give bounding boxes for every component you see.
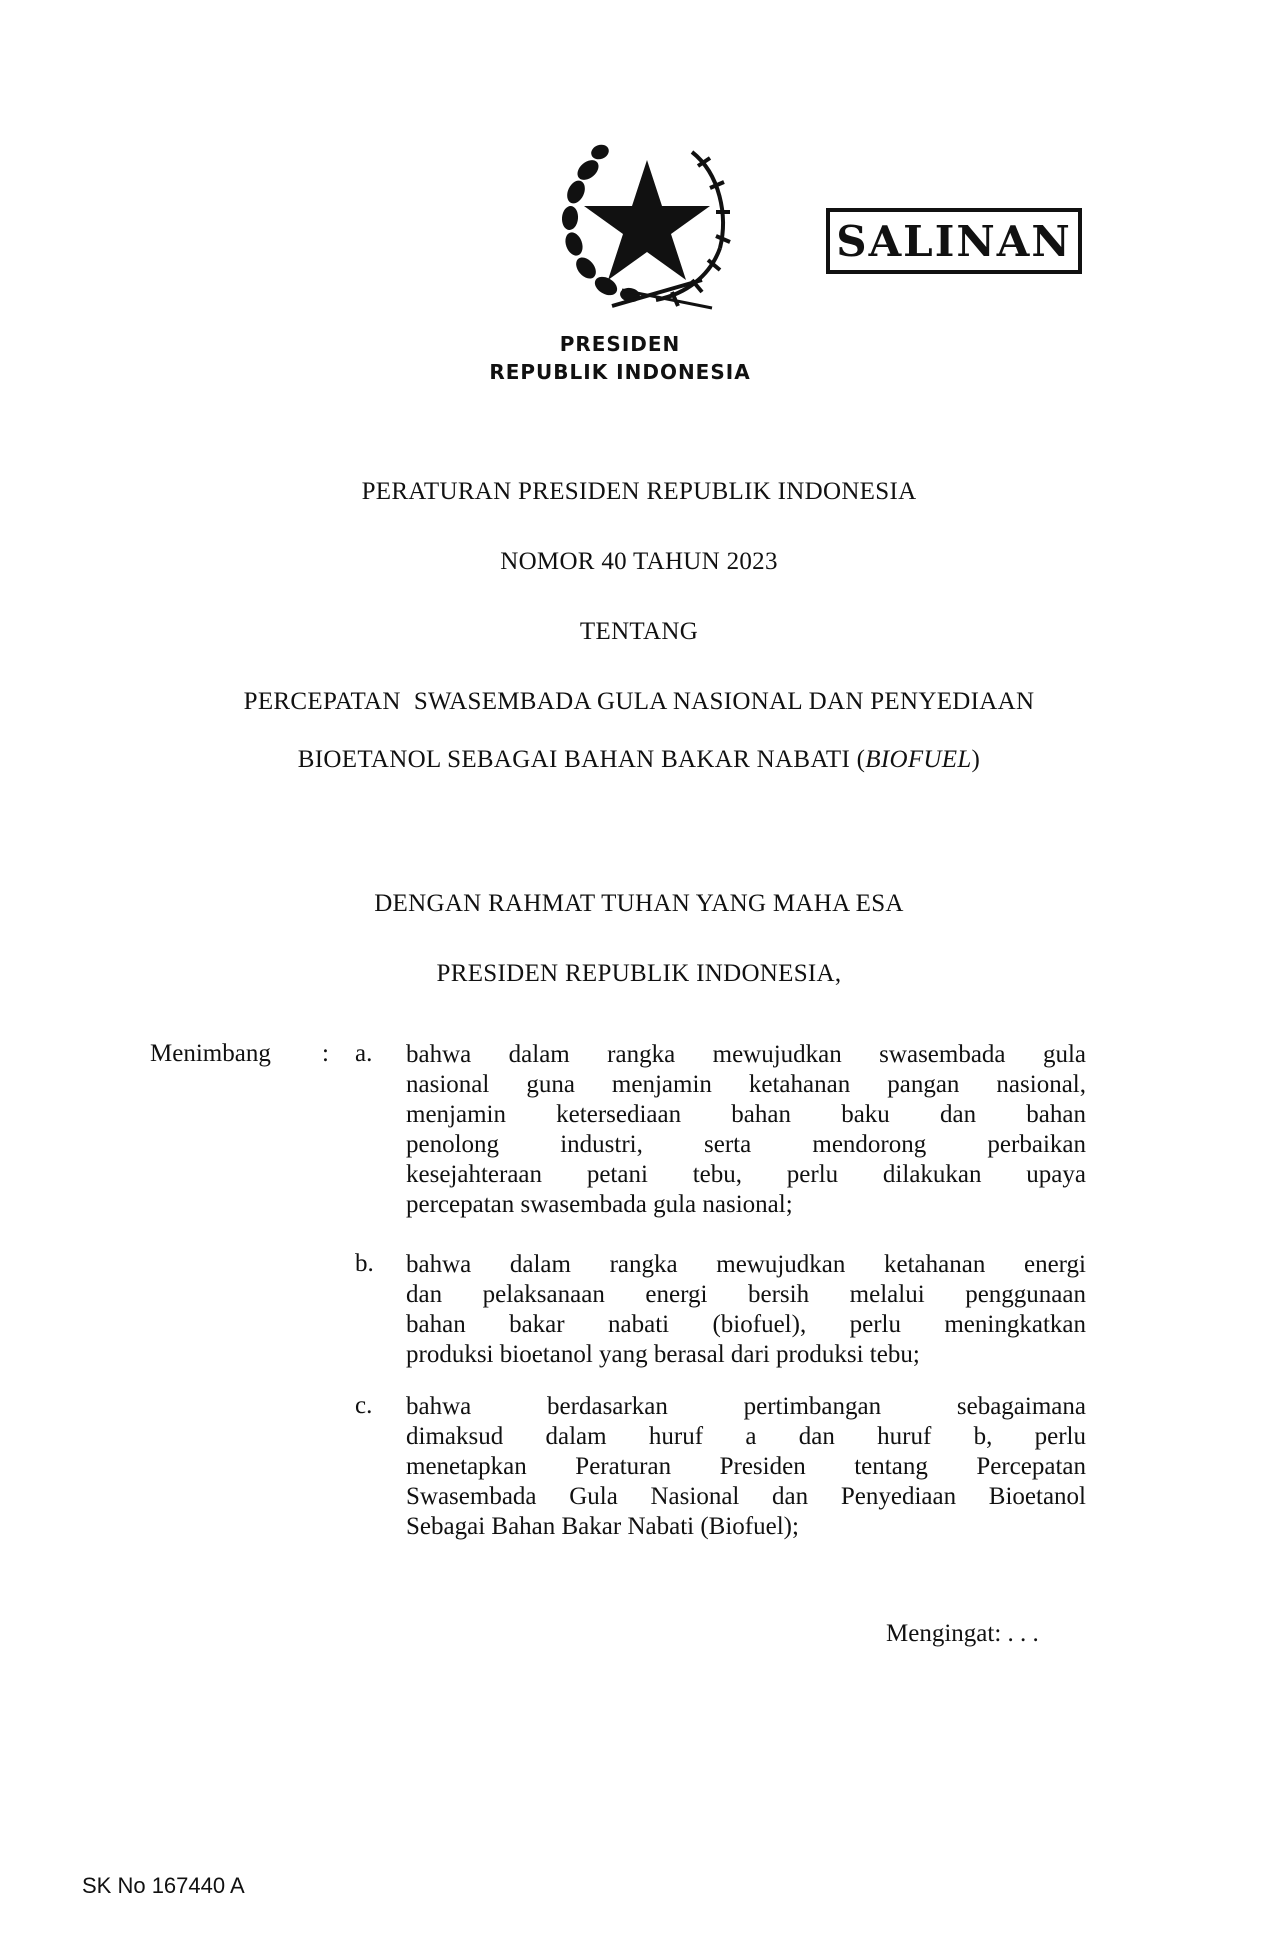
- item-line: kesejahteraan petani tebu, perlu dilakukan upaya: [406, 1161, 1086, 1188]
- office-line-republik: REPUBLIK INDONESIA: [489, 360, 751, 384]
- item-line: menjamin ketersediaan bahan baku dan bahan: [406, 1101, 1086, 1128]
- continuation-note: Mengingat: . . .: [886, 1620, 1039, 1647]
- item-line: dimaksud dalam huruf a dan huruf b, perlu: [406, 1423, 1086, 1450]
- salinan-stamp: SALINAN: [826, 208, 1082, 274]
- regulation-number: NOMOR 40 TAHUN 2023: [500, 548, 778, 575]
- regulation-tentang: TENTANG: [579, 618, 699, 645]
- subject-line2-italic: BIOFUEL: [865, 746, 972, 773]
- item-line: menetapkan Peraturan Presiden tentang Percepatan: [406, 1453, 1086, 1480]
- item-a-text: [406, 1040, 1086, 1220]
- item-line: dan pelaksanaan energi bersih melalui penggunaan: [406, 1281, 1086, 1308]
- regulation-subject-line1: PERCEPATAN SWASEMBADA GULA NASIONAL DAN PENYEDIAAN: [243, 688, 1035, 715]
- preamble-line2: PRESIDEN REPUBLIK INDONESIA,: [436, 960, 842, 987]
- item-b-text: [406, 1250, 1086, 1370]
- item-line: bahwa dalam rangka mewujudkan ketahanan energi: [406, 1251, 1086, 1278]
- item-line: percepatan swasembada gula nasional;: [406, 1191, 793, 1218]
- considering-colon: :: [322, 1040, 329, 1067]
- item-line: bahan bakar nabati (biofuel), perlu meningkatkan: [406, 1311, 1086, 1338]
- item-line: nasional guna menjamin ketahanan pangan nasional,: [406, 1071, 1086, 1098]
- garuda-star-wreath-emblem-icon: [552, 130, 742, 320]
- item-line: Swasembada Gula Nasional dan Penyediaan Bioetanol: [406, 1483, 1086, 1510]
- item-c-letter: c.: [355, 1392, 373, 1419]
- sk-number: SK No 167440 A: [82, 1873, 245, 1898]
- regulation-title: PERATURAN PRESIDEN REPUBLIK INDONESIA: [361, 478, 917, 505]
- subject-line2-end: ): [971, 746, 981, 773]
- subject-line2-main: BIOETANOL SEBAGAI BAHAN BAKAR NABATI (: [297, 746, 866, 773]
- item-a-letter: a.: [355, 1040, 373, 1067]
- preamble-line1: DENGAN RAHMAT TUHAN YANG MAHA ESA: [374, 890, 904, 917]
- office-line-presiden: PRESIDEN: [559, 332, 681, 356]
- item-line: bahwa dalam rangka mewujudkan swasembada gula: [406, 1041, 1086, 1068]
- item-c-text: [406, 1392, 1086, 1542]
- item-line: Sebagai Bahan Bakar Nabati (Biofuel);: [406, 1513, 799, 1540]
- office-heading: [470, 330, 770, 386]
- item-line: bahwa berdasarkan pertimbangan sebagaimana: [406, 1393, 1086, 1420]
- regulation-subject-line2: [0, 746, 1278, 774]
- considering-label: Menimbang: [150, 1040, 271, 1067]
- item-b-letter: b.: [355, 1250, 374, 1277]
- item-line: penolong industri, serta mendorong perbaikan: [406, 1131, 1086, 1158]
- item-line: produksi bioetanol yang berasal dari produksi tebu;: [406, 1341, 920, 1368]
